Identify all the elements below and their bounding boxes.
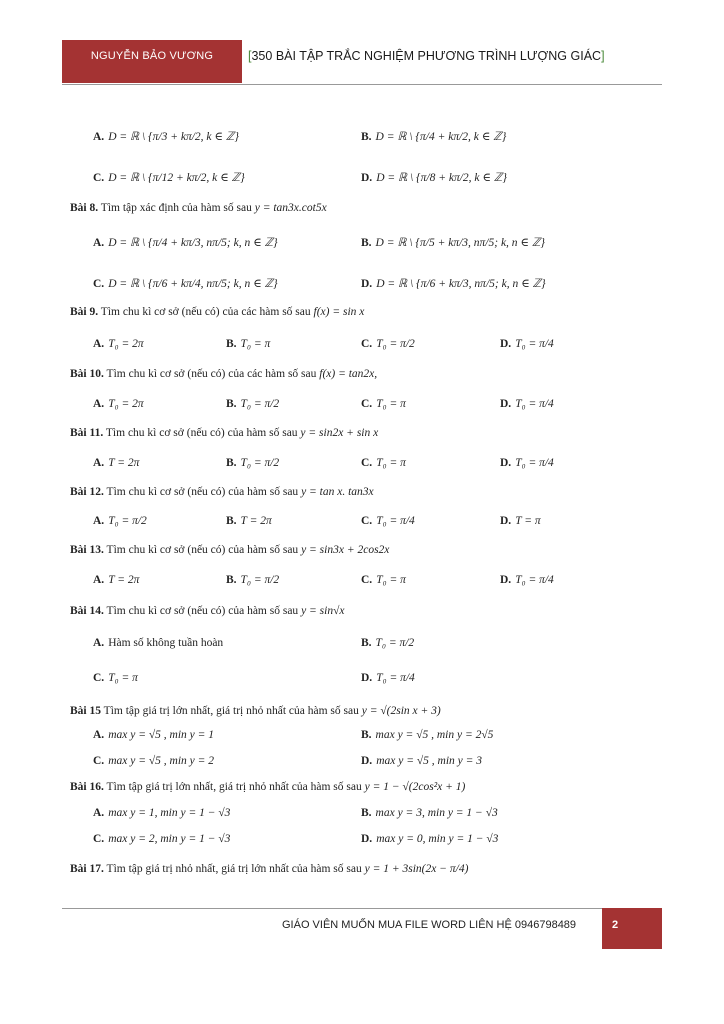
q11-option-c: C. T₀ = π — [361, 457, 406, 469]
question-8: Bài 8. Tìm tập xác định của hàm số sau y = tan3x.cot5x — [70, 202, 327, 214]
q12-option-b: B. T = 2π — [226, 515, 272, 527]
q13-option-d: D. T₀ = π/4 — [500, 574, 554, 586]
q9-option-c: C. T₀ = π/2 — [361, 338, 415, 350]
q9-option-b: B. T₀ = π — [226, 338, 271, 350]
q9-option-a: A. T₀ = 2π — [93, 338, 144, 350]
option-top-a: A. D = ℝ \ {π/3 + kπ/2, k ∈ ℤ} — [93, 131, 239, 143]
q10-option-d: D. T₀ = π/4 — [500, 398, 554, 410]
q13-option-c: C. T₀ = π — [361, 574, 406, 586]
question-12: Bài 12. Tìm chu kì cơ sở (nếu có) của hàm số sau y = tan x. tan3x — [70, 486, 374, 498]
q11-option-b: B. T₀ = π/2 — [226, 457, 280, 469]
question-15: Bài 15 Tìm tập giá trị lớn nhất, giá trị nhỏ nhất của hàm số sau y = √(2sin x + 3) — [70, 705, 441, 717]
q11-option-d: D. T₀ = π/4 — [500, 457, 554, 469]
q12-option-d: D. T = π — [500, 515, 541, 527]
q8-option-d: D. D = ℝ \ {π/6 + kπ/3, nπ/5; k, n ∈ ℤ} — [361, 278, 546, 290]
q14-option-b: B. T₀ = π/2 — [361, 637, 415, 649]
q15-option-a: A. max y = √5 , min y = 1 — [93, 729, 215, 741]
q8-option-c: C. D = ℝ \ {π/6 + kπ/4, nπ/5; k, n ∈ ℤ} — [93, 278, 278, 290]
q10-option-c: C. T₀ = π — [361, 398, 406, 410]
option-top-d: D. D = ℝ \ {π/8 + kπ/2, k ∈ ℤ} — [361, 172, 507, 184]
q15-option-c: C. max y = √5 , min y = 2 — [93, 755, 215, 767]
question-16: Bài 16. Tìm tập giá trị lớn nhất, giá trị nhỏ nhất của hàm số sau y = 1 − √(2cos²x + 1) — [70, 781, 466, 793]
question-14: Bài 14. Tìm chu kì cơ sở (nếu có) của hàm số sau y = sin√x — [70, 605, 345, 617]
q16-option-d: D. max y = 0, min y = 1 − √3 — [361, 833, 499, 845]
option-top-b: B. D = ℝ \ {π/4 + kπ/2, k ∈ ℤ} — [361, 131, 507, 143]
header-author: NGUYỄN BẢO VƯƠNG — [90, 50, 214, 62]
header-rule — [62, 84, 662, 85]
q8-option-a: A. D = ℝ \ {π/4 + kπ/3, nπ/5; k, n ∈ ℤ} — [93, 237, 278, 249]
footer-rule — [62, 908, 602, 909]
q14-option-c: C. T₀ = π — [93, 672, 138, 684]
q10-option-a: A. T₀ = 2π — [93, 398, 144, 410]
q10-option-b: B. T₀ = π/2 — [226, 398, 280, 410]
question-9: Bài 9. Tìm chu kì cơ sở (nếu có) của các hàm số sau f(x) = sin x — [70, 306, 365, 318]
question-10: Bài 10. Tìm chu kì cơ sở (nếu có) của các hàm số sau f(x) = tan2x, — [70, 368, 378, 380]
q12-option-a: A. T₀ = π/2 — [93, 515, 147, 527]
q16-option-a: A. max y = 1, min y = 1 − √3 — [93, 807, 231, 819]
q16-option-c: C. max y = 2, min y = 1 − √3 — [93, 833, 231, 845]
bracket-close: ] — [601, 49, 605, 63]
q13-option-a: A. T = 2π — [93, 574, 140, 586]
q12-option-c: C. T₀ = π/4 — [361, 515, 415, 527]
bracket-open: [ — [248, 49, 252, 63]
q13-option-b: B. T₀ = π/2 — [226, 574, 280, 586]
q15-option-d: D. max y = √5 , min y = 3 — [361, 755, 483, 767]
q9-option-d: D. T₀ = π/4 — [500, 338, 554, 350]
footer-contact-text: GIÁO VIÊN MUỐN MUA FILE WORD LIÊN HỆ 0946798489 — [282, 919, 577, 931]
document-title: 350 BÀI TẬP TRẮC NGHIỆM PHƯƠNG TRÌNH LƯỢNG GIÁC — [251, 49, 602, 63]
option-top-c: C. D = ℝ \ {π/12 + kπ/2, k ∈ ℤ} — [93, 172, 245, 184]
q11-option-a: A. T = 2π — [93, 457, 140, 469]
q14-option-d: D. T₀ = π/4 — [361, 672, 415, 684]
question-13: Bài 13. Tìm chu kì cơ sở (nếu có) của hàm số sau y = sin3x + 2cos2x — [70, 544, 390, 556]
question-11: Bài 11. Tìm chu kì cơ sở (nếu có) của hàm số sau y = sin2x + sin x — [70, 427, 379, 439]
q8-option-b: B. D = ℝ \ {π/5 + kπ/3, nπ/5; k, n ∈ ℤ} — [361, 237, 545, 249]
page-number: 2 — [611, 919, 619, 931]
question-17: Bài 17. Tìm tập giá trị nhỏ nhất, giá trị lớn nhất của hàm số sau y = 1 + 3sin(2x − π/4) — [70, 863, 469, 875]
q14-option-a: A. Hàm số không tuần hoàn — [93, 637, 224, 649]
header-title — [248, 49, 605, 63]
q15-option-b: B. max y = √5 , min y = 2√5 — [361, 729, 494, 741]
q16-option-b: B. max y = 3, min y = 1 − √3 — [361, 807, 498, 819]
